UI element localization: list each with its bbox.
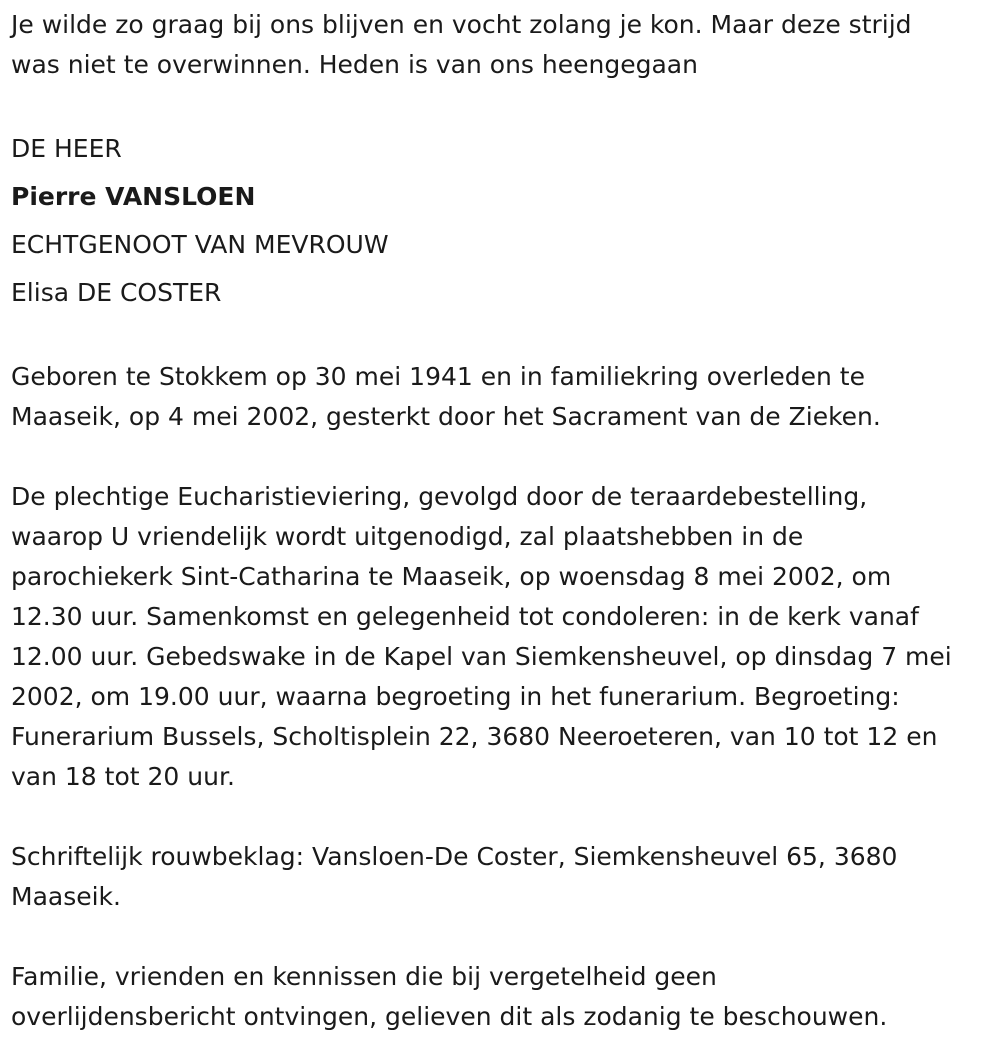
intro-line: Je wilde zo graag bij ons blijven en vocht zolang je kon. Maar deze strijd: [11, 10, 912, 39]
birth-death-paragraph: [11, 357, 991, 437]
deceased-title: DE HEER: [11, 134, 122, 163]
ceremony-line: van 18 tot 20 uur.: [11, 762, 235, 791]
ceremony-line: 12.00 uur. Gebedswake in de Kapel van Siemkensheuvel, op dinsdag 7 mei: [11, 642, 952, 671]
deceased-name: Pierre VANSLOEN: [11, 182, 256, 211]
ceremony-paragraph: [11, 477, 991, 797]
birth-death-line: Maaseik, op 4 mei 2002, gesterkt door het Sacrament van de Zieken.: [11, 402, 881, 431]
intro-line: was niet te overwinnen. Heden is van ons heengegaan: [11, 50, 698, 79]
birth-death-line: Geboren te Stokkem op 30 mei 1941 en in familiekring overleden te: [11, 362, 865, 391]
intro-paragraph: [11, 5, 991, 85]
condolences-line: Maaseik.: [11, 882, 121, 911]
deceased-block: [11, 125, 991, 317]
condolences-line: Schriftelijk rouwbeklag: Vansloen-De Coster, Siemkensheuvel 65, 3680: [11, 842, 898, 871]
ceremony-line: De plechtige Eucharistieviering, gevolgd door de teraardebestelling,: [11, 482, 868, 511]
ceremony-line: parochiekerk Sint-Catharina te Maaseik, op woensdag 8 mei 2002, om: [11, 562, 892, 591]
ceremony-line: Funerarium Bussels, Scholtisplein 22, 3680 Neeroeteren, van 10 tot 12 en: [11, 722, 938, 751]
closing-paragraph: [11, 957, 991, 1037]
ceremony-line: 2002, om 19.00 uur, waarna begroeting in het funerarium. Begroeting:: [11, 682, 900, 711]
closing-line: overlijdensbericht ontvingen, gelieven dit als zodanig te beschouwen.: [11, 1002, 888, 1031]
ceremony-line: waarop U vriendelijk wordt uitgenodigd, zal plaatshebben in de: [11, 522, 804, 551]
ceremony-line: 12.30 uur. Samenkomst en gelegenheid tot condoleren: in de kerk vanaf: [11, 602, 919, 631]
closing-line: Familie, vrienden en kennissen die bij vergetelheid geen: [11, 962, 717, 991]
condolences-paragraph: [11, 837, 991, 917]
spouse-name: Elisa DE COSTER: [11, 278, 222, 307]
deceased-relation: ECHTGENOOT VAN MEVROUW: [11, 230, 389, 259]
obituary-document: [11, 5, 991, 1037]
